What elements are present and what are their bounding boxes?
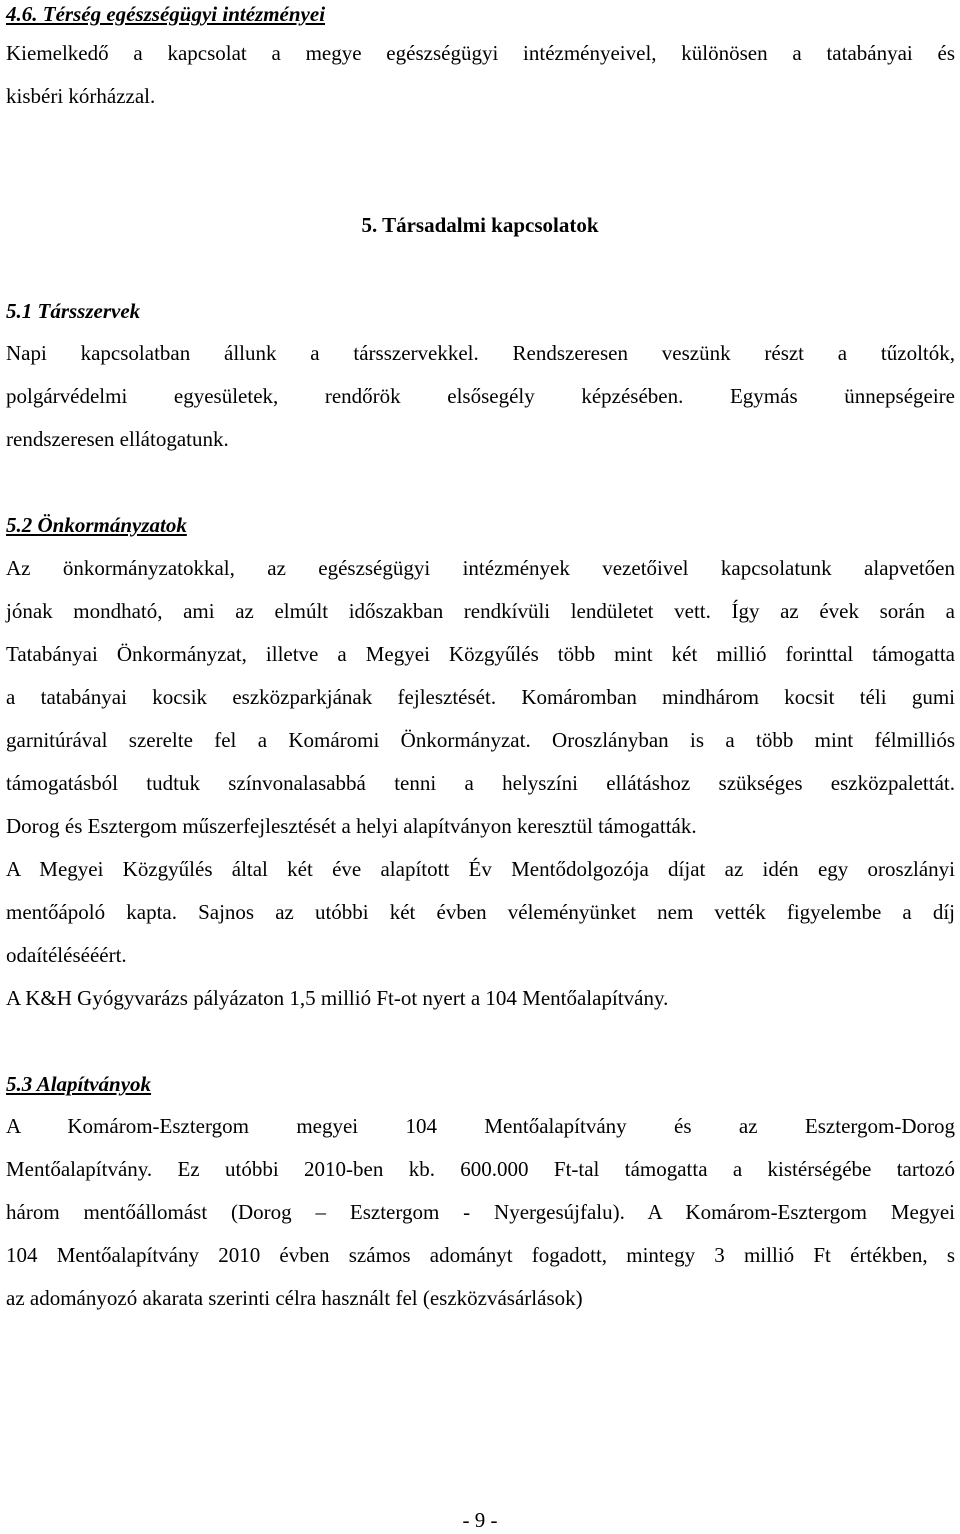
paragraph-line: Dorog és Esztergom műszerfejlesztését a helyi alapítványon keresztül támogatták. [6,814,697,838]
section-5-1-paragraph [6,332,955,461]
paragraph-line: támogatásból tudtuk színvonalasabbá tenni a helyszíni ellátáshoz szükséges eszközpalettát. [6,771,955,795]
paragraph-line: kisbéri kórházzal. [6,84,156,108]
paragraph-line: Napi kapcsolatban állunk a társszervekkel. Rendszeresen veszünk részt a tűzoltók, [6,341,955,365]
paragraph-line: az adományozó akarata szerinti célra használt fel (eszközvásárlások) [6,1286,583,1310]
paragraph-line: polgárvédelmi egyesületek, rendőrök elsősegély képzésében. Egymás ünnepségeire [6,384,955,408]
paragraph-line: Az önkormányzatokkal, az egészségügyi intézmények vezetőivel kapcsolatunk alapvetően [6,556,955,580]
paragraph-line: három mentőállomást (Dorog – Esztergom - Nyergesújfalu). A Komárom-Esztergom Megyei [6,1200,955,1224]
paragraph-line: jónak mondható, ami az elmúlt időszakban rendkívüli lendületet vett. Így az évek során a [6,599,955,623]
paragraph-line: A Komárom-Esztergom megyei 104 Mentőalapítvány és az Esztergom-Dorog [6,1114,955,1138]
paragraph-line: garnitúrával szerelte fel a Komáromi Önkormányzat. Oroszlányban is a több mint félmilliós [6,728,955,752]
section-5-2-paragraph [6,547,955,1020]
section-5-1-heading: 5.1 Társszervek [6,299,141,323]
section-5-2-heading: 5.2 Önkormányzatok [6,513,187,537]
paragraph-line: rendszeresen ellátogatunk. [6,427,229,451]
paragraph-line: A K&H Gyógyvarázs pályázaton 1,5 millió Ft-ot nyert a 104 Mentőalapítvány. [6,986,669,1010]
paragraph-line: mentőápoló kapta. Sajnos az utóbbi két évben véleményünket nem vették figyelembe a díj [6,900,955,924]
section-5-3-paragraph [6,1105,955,1320]
section-4-6-paragraph [6,32,955,118]
paragraph-line: a tatabányai kocsik eszközparkjának fejlesztését. Komáromban mindhárom kocsit téli gumi [6,685,955,709]
chapter-5-heading: 5. Társadalmi kapcsolatok [361,213,599,237]
paragraph-line: Kiemelkedő a kapcsolat a megye egészségügyi intézményeivel, különösen a tatabányai és [6,41,955,65]
section-4-6-heading: 4.6. Térség egészségügyi intézményei [6,2,326,26]
paragraph-line: Tatabányai Önkormányzat, illetve a Megyei Közgyűlés több mint két millió forinttal támogatta [6,642,955,666]
page-number: - 9 - [462,1508,498,1532]
paragraph-line: A Megyei Közgyűlés által két éve alapított Év Mentődolgozója díjat az idén egy oroszlányi [6,857,955,881]
paragraph-line: odaítélésééért. [6,943,127,967]
paragraph-line: 104 Mentőalapítvány 2010 évben számos adományt fogadott, mintegy 3 millió Ft értékben, s [6,1243,955,1267]
paragraph-line: Mentőalapítvány. Ez utóbbi 2010-ben kb. 600.000 Ft-tal támogatta a kistérségébe tartozó [6,1157,955,1181]
section-5-3-heading: 5.3 Alapítványok [6,1072,152,1096]
